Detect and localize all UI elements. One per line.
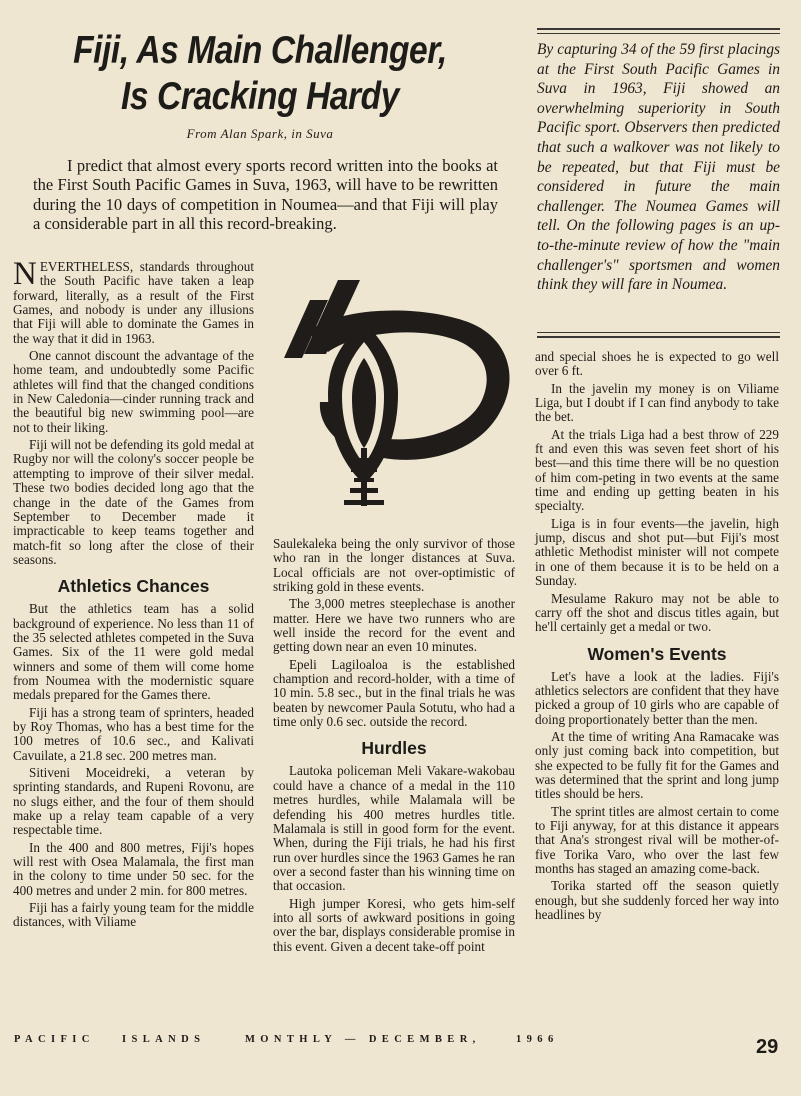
col3-paragraph-3: At the trials Liga had a best throw of 229 ft and even this was seven feet short of his best—and this time there will be no question of him com-peting in two events at the same time and ending up getting beaten in his specialty. bbox=[535, 426, 779, 514]
col1-paragraph-1-text: EVERTHELESS, standards throughout the South Pacific have taken a leap forward, literally, as a result of the First Games, and nobody is under any illusions that Fiji will able to dominate the Games in the way that it did in 1963. bbox=[13, 259, 254, 346]
col3-paragraph-8: The sprint titles are almost certain to come to Fiji anyway, for at this distance it appears that Ana's strongest rival will be mother-of-five Torika Varo, who over the last few months has staged an amazing come-back. bbox=[535, 803, 779, 876]
column-3 bbox=[535, 350, 779, 925]
womens-events-heading: Women's Events bbox=[587, 643, 727, 664]
col3-paragraph-2: In the javelin my money is on Viliame Liga, but I doubt if I can find anybody to take the bet. bbox=[535, 380, 779, 425]
lead-text: I predict that almost every sports record written into the books at the First South Pacific Games in Suva, 1963, will have to be rewritten during the 10 days of competition in Noumea—and that Fiji will play a considerable part in all this record-breaking. bbox=[33, 156, 498, 233]
col1-paragraph-3: Fiji will not be defending its gold medal at Rugby nor will the colony's soccer people be attempting to improve of their silver medal. These two bodies decided long ago that the change in the date of the Games from September to December made it impracticable to keep teams together and match-fit so long after the close of their seasons. bbox=[13, 437, 254, 567]
sidebar-bottom-rule-thin bbox=[537, 332, 780, 333]
hurdles-heading: Hurdles bbox=[361, 738, 427, 759]
footer-publication-part-4: 1966 bbox=[516, 1034, 559, 1045]
col1-paragraph-4: But the athletics team has a solid background of experience. No less than 11 of the 35 selected athletes competed in the Suva Games. Six of the 11 were gold medal winners and some of them will come home from Noumea with the modernistic square medals prepared for the Games there. bbox=[13, 601, 254, 703]
col3-paragraph-1: and special shoes he is expected to go well over 6 ft. bbox=[535, 349, 779, 379]
article-headline bbox=[71, 28, 449, 120]
sidebar-intro: By capturing 34 of the 59 first placings at the First South Pacific Games in Suva in 1963, Fiji showed an overwhelming superiority in South Pacific sport. Observers then predicted that such a walkover was not likely to be repeated, but that Fiji must be considered in future the main challenger. The Noumea Games will tell. On the following pages is an up-to-the-minute review of how the "main challenger's" sportsmen and women think they will fare in Noumea. bbox=[537, 41, 780, 294]
headline-line-2: Is Cracking Hardy bbox=[121, 75, 399, 118]
col3-paragraph-4: Liga is in four events—the javelin, high jump, discus and shot put—but Fiji's most athletic Methodist minister will not compete in one of them because it is to be held on a Sunday. bbox=[535, 515, 779, 589]
column-1 bbox=[13, 256, 254, 933]
col2-paragraph-4: Lautoka policeman Meli Vakare-wakobau could have a chance of a medal in the 110 metres hurdles, while Malamala will be defending his 400 metres hurdles title. Malamala is still in good form for the event. When, during the Fiji trials, he had his first run over hurdles since the 1963 Games he ran over a second faster than his winning time on that occasion. bbox=[273, 763, 515, 894]
athletics-chances-heading: Athletics Chances bbox=[57, 576, 210, 597]
col2-paragraph-3: Epeli Lagiloaloa is the established chamption and record-holder, with a time of 10 min. 5.8 sec., but in the final trials he was beaten by newcomer Paula Sotutu, who had a time only 0.6 sec. outside the record. bbox=[273, 656, 515, 730]
col3-paragraph-5: Mesulame Rakuro may not be able to carry off the shot and discus titles again, but he'll certainly get a medal or two. bbox=[535, 590, 779, 635]
page-number: 29 bbox=[756, 1036, 779, 1058]
south-pacific-games-emblem-icon bbox=[268, 262, 524, 532]
byline: From Alan Spark, in Suva bbox=[186, 126, 334, 141]
col1-paragraph-5: Fiji has a strong team of sprinters, headed by Roy Thomas, who has a best time for the 100 metres of 10.6 sec., and Kalivati Cavuilate, a 21.8 sec. 200 metres man. bbox=[13, 704, 254, 763]
col1-paragraph-8: Fiji has a fairly young team for the middle distances, with Viliame bbox=[13, 900, 254, 930]
footer-publication-part-3: MONTHLY — DECEMBER, bbox=[245, 1034, 481, 1045]
column-2 bbox=[273, 537, 515, 957]
col2-paragraph-2: The 3,000 metres steeplechase is another matter. Here we have two runners who are well inside the record for the event and getting down near an even 10 minutes. bbox=[273, 596, 515, 655]
col3-paragraph-6: Let's have a look at the ladies. Fiji's athletics selectors are confident that they have picked a group of 10 girls who are capable of doing proportionately better than the men. bbox=[535, 668, 779, 727]
col2-paragraph-5: High jumper Koresi, who gets him-self into all sorts of awkward positions in going over the bar, displays considerable promise in this event. Given a decent take-off point bbox=[273, 895, 515, 954]
col2-paragraph-1: Saulekaleka being the only survivor of those who ran in the longer distances at Suva. Local officials are not over-optimistic of striking gold in these events. bbox=[273, 536, 515, 595]
footer-publication-part-1: PACIFIC bbox=[14, 1034, 95, 1045]
col3-paragraph-9: Torika started off the season quietly enough, but she suddenly forced her way into headlines by bbox=[535, 878, 779, 923]
headline-line-1: Fiji, As Main Challenger, bbox=[73, 29, 447, 72]
col3-paragraph-7: At the time of writing Ana Ramacake was only just coming back into competition, but she expected to be fully fit for the Games and was determined that the sprint and long jump titles should be hers. bbox=[535, 728, 779, 802]
sidebar-top-rule bbox=[537, 28, 780, 30]
col1-paragraph-2: One cannot discount the advantage of the home team, and undoubtedly some Pacific athletes will find that the changed conditions in New Caledonia—cinder running track and the beautiful big new swimming pool—are not to their liking. bbox=[13, 348, 254, 435]
col1-paragraph-6: Sitiveni Moceidreki, a veteran by sprinting standards, and Rupeni Rovonu, are no slugs either, and the four of them should make up a relay team capable of a very respectable time. bbox=[13, 765, 254, 838]
sidebar-top-rule-thin bbox=[537, 33, 780, 34]
drop-cap: N bbox=[13, 256, 37, 292]
sidebar-bottom-rule bbox=[537, 336, 780, 338]
col1-paragraph-1 bbox=[13, 256, 254, 346]
col1-paragraph-7: In the 400 and 800 metres, Fiji's hopes will rest with Osea Malamala, the first man in the colony to time under 50 sec. for the 400 metres and under 2 min. for 800 metres. bbox=[13, 839, 254, 898]
footer-publication-part-2: ISLANDS bbox=[122, 1034, 206, 1045]
lead-paragraph bbox=[33, 156, 498, 233]
